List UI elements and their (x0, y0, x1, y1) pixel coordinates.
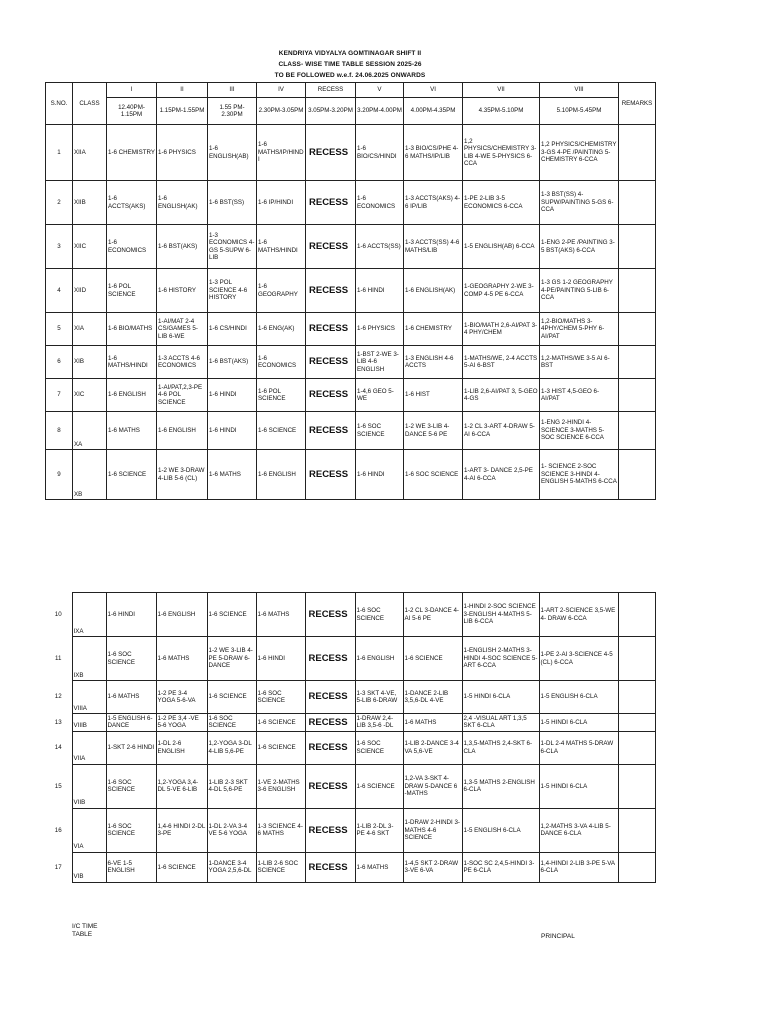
period-cell-p5: 1-6 SCIENCE (355, 764, 403, 808)
class-row (45, 731, 655, 764)
period-cell-p3: 1-6 MATHS (208, 450, 257, 500)
class-name: XIA (73, 313, 107, 346)
period-cell-p2: 1-DL 2-6 ENGLISH (156, 731, 207, 764)
period-cell-p5: 1-LIB 2-DL 3-PE 4-6 SKT (355, 808, 403, 852)
timetable-senior (45, 82, 656, 500)
period-cell-p1: 1-SKT 2-6 HINDI (106, 731, 156, 764)
period-cell-p6: 1-6 SCIENCE (403, 637, 462, 681)
remarks-cell (619, 346, 656, 379)
remarks-cell (619, 181, 656, 225)
class-name: XA (73, 412, 107, 450)
time-period-5: 3.20PM-4.00PM (356, 98, 404, 125)
serial-number: 9 (46, 450, 73, 500)
period-cell-p2: 1-6 ENGLISH(AK) (157, 181, 208, 225)
serial-number: 12 (45, 681, 72, 714)
class-name: XIID (73, 269, 107, 313)
period-cell-p6: 1-2 CL 3-DANCE 4-AI 5-6 PE (403, 593, 462, 637)
period-cell-p5: 1-3 SKT 4-VE, 5-LIB 6-DRAW (355, 681, 403, 714)
remarks-cell (619, 269, 656, 313)
period-cell-p7: 1-5 ENGLISH 6-CLA (462, 808, 539, 852)
period-cell-p3: 1-6 SCIENCE (207, 593, 256, 637)
period-cell-p2: 1-6 ENGLISH (157, 412, 208, 450)
period-cell-p2: 1-6 SCIENCE (156, 852, 207, 882)
recess-cell: RECESS (306, 181, 356, 225)
serial-number: 17 (45, 852, 72, 882)
serial-number: 13 (45, 714, 72, 732)
period-cell-p1: 1-6 BIO/MATHS (107, 313, 157, 346)
serial-number: 5 (46, 313, 73, 346)
period-cell-p5: 1-BST 2-WE 3-LIB 4-6 ENGLISH (356, 346, 404, 379)
col-period-7: VII (463, 83, 540, 98)
remarks-cell (618, 681, 655, 714)
recess-cell: RECESS (305, 681, 355, 714)
class-row (45, 808, 655, 852)
period-cell-p7: 1-5 ENGLISH(AB) 6-CCA (463, 225, 540, 269)
period-cell-p4: 1-6 SOC SCIENCE (256, 681, 305, 714)
col-recess: RECESS (306, 83, 356, 98)
period-cell-p8: 1-5 ENGLISH 6-CLA (539, 681, 618, 714)
period-cell-p6: 1-3 BIO/CS/PHE 4-6 MATHS/IP/LIB (404, 125, 463, 181)
period-cell-p2: 1-6 BST(AKS) (157, 225, 208, 269)
period-cell-p2: 1,4-6 HINDI 2-DL 3-PE (156, 808, 207, 852)
period-cell-p3: 1-6 SCIENCE (207, 681, 256, 714)
period-cell-p3: 1-6 SOC SCIENCE (207, 714, 256, 732)
remarks-cell (618, 852, 655, 882)
period-cell-p6: 1-DRAW 2-HINDI 3-MATHS 4-6 SCIENCE (403, 808, 462, 852)
remarks-cell (619, 412, 656, 450)
class-row (45, 637, 655, 681)
col-period-5: V (356, 83, 404, 98)
class-name: IXA (72, 593, 106, 637)
class-row (46, 379, 656, 412)
period-cell-p4: 1-6 ENGLISH (257, 450, 306, 500)
period-cell-p6: 1-3 ACCTS(SS) 4-6 MATHS/LIB (404, 225, 463, 269)
serial-number: 4 (46, 269, 73, 313)
col-sno: S.NO. (46, 83, 73, 125)
period-cell-p8: 1-3 BST(SS) 4-SUPW/PAINTING 5-GS 6-CCA (540, 181, 619, 225)
period-cell-p8: 1-ENG 2-PE /PAINTING 3-5 BST(AKS) 6-CCA (540, 225, 619, 269)
period-cell-p2: 1-AI/PAT,2,3-PE 4-6 POL SCIENCE (157, 379, 208, 412)
period-cell-p8: 1-PE 2-AI 3-SCIENCE 4-5 (CL) 6-CCA (539, 637, 618, 681)
period-cell-p1: 1-6 MATHS/HINDI (107, 346, 157, 379)
time-period-8: 5.10PM-5.45PM (540, 98, 619, 125)
remarks-cell (618, 637, 655, 681)
period-cell-p5: 1-6 HINDI (356, 450, 404, 500)
period-cell-p5: 1-DRAW 2,4-LIB 3,5-6 -DL (355, 714, 403, 732)
period-cell-p4: 1-6 SCIENCE (256, 731, 305, 764)
period-cell-p1: 1-5 ENGLISH 6-DANCE (106, 714, 156, 732)
period-cell-p2: 1,2-YOGA 3,4-DL 5-VE 6-LIB (156, 764, 207, 808)
time-period-4: 2.30PM-3.05PM (257, 98, 306, 125)
recess-cell: RECESS (306, 269, 356, 313)
period-cell-p8: 1,2-MATHS/WE 3-5 AI 6-BST (540, 346, 619, 379)
class-row (45, 593, 655, 637)
period-cell-p6: 1-3 ACCTS(AKS) 4-6 IP/LIB (404, 181, 463, 225)
period-cell-p5: 1-6 HINDI (356, 269, 404, 313)
period-cell-p3: 1-6 BST(AKS) (208, 346, 257, 379)
recess-cell: RECESS (305, 808, 355, 852)
class-row (45, 852, 655, 882)
col-remarks: REMARKS (619, 83, 656, 125)
class-name: IXB (72, 637, 106, 681)
school-title: KENDRIYA VIDYALYA GOMTINAGAR SHIFT II (278, 50, 422, 57)
class-name: XIC (73, 379, 107, 412)
period-cell-p4: 1-6 ECONOMICS (257, 346, 306, 379)
period-cell-p3: 1,2-YOGA 3-DL 4-LIB 5,6-PE (207, 731, 256, 764)
recess-cell: RECESS (306, 225, 356, 269)
period-cell-p6: 1-4,5 SKT 2-DRAW 3-VE 6-VA (403, 852, 462, 882)
col-class: CLASS (73, 83, 107, 125)
period-cell-p1: 1-6 ENGLISH (107, 379, 157, 412)
remarks-cell (619, 379, 656, 412)
col-period-2: II (157, 83, 208, 98)
period-cell-p3: 1-6 CS/HINDI (208, 313, 257, 346)
timetable-junior (45, 592, 656, 883)
serial-number: 14 (45, 731, 72, 764)
serial-number: 3 (46, 225, 73, 269)
period-cell-p2: 1-2 PE 3-4 YOGA 5-6-VA (156, 681, 207, 714)
period-cell-p5: 1-6 BIO/CS/HINDI (356, 125, 404, 181)
serial-number: 16 (45, 808, 72, 852)
recess-cell: RECESS (305, 637, 355, 681)
time-period-7: 4.35PM-5.10PM (463, 98, 540, 125)
class-row (46, 269, 656, 313)
period-cell-p6: 1-3 ENGLISH 4-6 ACCTS (404, 346, 463, 379)
class-row (46, 412, 656, 450)
class-row (46, 125, 656, 181)
period-cell-p3: 1-6 HINDI (208, 379, 257, 412)
period-cell-p3: 1-DL 2-VA 3-4 VE 5-6 YOGA (207, 808, 256, 852)
remarks-cell (618, 714, 655, 732)
class-row (45, 681, 655, 714)
period-cell-p7: 1-ENGLISH 2-MATHS 3-HINDI 4-SOC SCIENCE 5-ART 6-CCA (462, 637, 539, 681)
period-cell-p6: 1-LIB 2-DANCE 3-4 VA 5,6-VE (403, 731, 462, 764)
period-cell-p4: 1-6 IP/HINDI (257, 181, 306, 225)
recess-cell: RECESS (306, 412, 356, 450)
effective-date: TO BE FOLLOWED w.e.f. 24.06.2025 ONWARDS (274, 72, 426, 79)
period-cell-p1: 1-6 SOC SCIENCE (106, 764, 156, 808)
class-name: VIB (72, 852, 106, 882)
period-cell-p4: 1-6 MATHS/IP/HINDI (257, 125, 306, 181)
session-title: CLASS- WISE TIME TABLE SESSION 2025-26 (278, 61, 422, 68)
recess-cell: RECESS (305, 593, 355, 637)
class-name: VIIIA (72, 681, 106, 714)
period-cell-p8: 1-ENG 2-HINDI 4-SCIENCE 3-MATHS 5-SOC SCIENCE 6-CCA (540, 412, 619, 450)
period-cell-p7: 1-GEOGRAPHY 2-WE 3-COMP 4-5 PE 6-CCA (463, 269, 540, 313)
period-cell-p4: 1-6 SCIENCE (257, 412, 306, 450)
serial-number: 6 (46, 346, 73, 379)
period-cell-p4: 1-3 SCIENCE 4-6 MATHS (256, 808, 305, 852)
period-cell-p7: 1-BIO/MATH 2,6-AI/PAT 3-4 PHY/CHEM (463, 313, 540, 346)
class-name: XIIC (73, 225, 107, 269)
period-cell-p1: 6-VE 1-5 ENGLISH (106, 852, 156, 882)
period-cell-p2: 1-3 ACCTS 4-6 ECONOMICS (157, 346, 208, 379)
recess-cell: RECESS (305, 731, 355, 764)
class-row (45, 764, 655, 808)
serial-number: 8 (46, 412, 73, 450)
class-row (46, 346, 656, 379)
period-cell-p8: 1-ART 2-SCIENCE 3,5-WE 4- DRAW 6-CCA (539, 593, 618, 637)
period-cell-p5: 1-6 PHYSICS (356, 313, 404, 346)
period-cell-p6: 1-6 CHEMISTRY (404, 313, 463, 346)
serial-number: 2 (46, 181, 73, 225)
timing-row (46, 98, 656, 125)
period-cell-p4: 1-LIB 2-6 SOC SCIENCE (256, 852, 305, 882)
period-cell-p8: 1- SCIENCE 2-SOC SCIENCE 3-HINDI 4-ENGLISH 5-MATHS 6-CCA (540, 450, 619, 500)
time-period-2: 1.15PM-1.55PM (157, 98, 208, 125)
recess-cell: RECESS (306, 450, 356, 500)
time-recess: 3.05PM-3.20PM (306, 98, 356, 125)
period-cell-p8: 1,2 PHYSICS/CHEMISTRY 3-GS 4-PE /PAINTING 5-CHEMISTRY 6-CCA (540, 125, 619, 181)
period-cell-p1: 1-6 HINDI (106, 593, 156, 637)
period-cell-p3: 1-LIB 2-3 SKT 4-DL 5,6-PE (207, 764, 256, 808)
class-row (46, 225, 656, 269)
col-period-1: I (107, 83, 157, 98)
period-cell-p7: 1,3-5 MATHS 2-ENGLISH 6-CLA (462, 764, 539, 808)
period-cell-p8: 1-3 HIST 4,5-GEO 6-AI/PAT (540, 379, 619, 412)
period-cell-p8: 1-3 GS 1-2 GEOGRAPHY 4-PE/PAINTING 5-LIB 6-CCA (540, 269, 619, 313)
ic-timetable-line2: TABLE (72, 931, 93, 939)
period-cell-p4: 1-6 GEOGRAPHY (257, 269, 306, 313)
recess-cell: RECESS (306, 313, 356, 346)
period-cell-p2: 1-6 MATHS (156, 637, 207, 681)
period-cell-p7: 1-5 HINDI 6-CLA (462, 681, 539, 714)
period-header-row (46, 83, 656, 98)
col-period-3: III (208, 83, 257, 98)
period-cell-p7: 1-2 CL 3-ART 4-DRAW 5-AI 6-CCA (463, 412, 540, 450)
period-cell-p5: 1-6 SOC SCIENCE (355, 593, 403, 637)
time-period-1: 12.40PM-1.15PM (107, 98, 157, 125)
class-row (45, 714, 655, 732)
period-cell-p5: 1-6 ECONOMICS (356, 181, 404, 225)
period-cell-p6: 1-2 WE 3-LIB 4-DANCE 5-6 PE (404, 412, 463, 450)
class-name: VIA (72, 808, 106, 852)
period-cell-p7: 1-HINDI 2-SOC SCIENCE 3-ENGLISH 4-MATHS 5-LIB 6-CCA (462, 593, 539, 637)
period-cell-p6: 1,2-VA 3-SKT 4-DRAW 5-DANCE 6 -MATHS (403, 764, 462, 808)
period-cell-p5: 1-6 SOC SCIENCE (356, 412, 404, 450)
period-cell-p7: 1-MATHS/WE, 2-4 ACCTS 5-AI 6-BST (463, 346, 540, 379)
remarks-cell (618, 593, 655, 637)
period-cell-p7: 1-ART 3- DANCE 2,5-PE 4-AI 6-CCA (463, 450, 540, 500)
recess-cell: RECESS (306, 346, 356, 379)
period-cell-p8: 1,4-HINDI 2-LIB 3-PE 5-VA 6-CLA (539, 852, 618, 882)
period-cell-p8: 1,2-BIO/MATHS 3-4PHY/CHEM 5-PHY 6-AI/PAT (540, 313, 619, 346)
serial-number: 1 (46, 125, 73, 181)
col-period-6: VI (404, 83, 463, 98)
period-cell-p3: 1-3 ECONOMICS 4-GS 5-SUPW 6-LIB (208, 225, 257, 269)
period-cell-p5: 1-4,6 GEO 5-WE (356, 379, 404, 412)
class-name: XIIB (73, 181, 107, 225)
period-cell-p3: 1-2 WE 3-LIB 4- PE 5-DRAW 6-DANCE (207, 637, 256, 681)
period-cell-p1: 1-6 ACCTS(AKS) (107, 181, 157, 225)
period-cell-p3: 1-3 POL SCIENCE 4-6 HISTORY (208, 269, 257, 313)
class-row (46, 181, 656, 225)
period-cell-p1: 1-6 SOC SCIENCE (106, 637, 156, 681)
period-cell-p4: 1-VE 2-MATHS 3-6 ENGLISH (256, 764, 305, 808)
period-cell-p7: 1-LIB 2,6-AI/PAT 3, 5-GEO 4-GS (463, 379, 540, 412)
period-cell-p7: 1-SOC SC 2,4,5-HINDI 3-PE 6-CLA (462, 852, 539, 882)
remarks-cell (619, 125, 656, 181)
class-name: XIB (73, 346, 107, 379)
period-cell-p6: 1-6 HIST (404, 379, 463, 412)
period-cell-p4: 1-6 MATHS (256, 593, 305, 637)
class-name: VIIB (72, 764, 106, 808)
period-cell-p1: 1-6 SOC SCIENCE (106, 808, 156, 852)
period-cell-p1: 1-6 POL SCIENCE (107, 269, 157, 313)
period-cell-p2: 1-6 ENGLISH (156, 593, 207, 637)
period-cell-p6: 1-DANCE 2-LIB 3,5,6-DL 4-VE (403, 681, 462, 714)
period-cell-p8: 1-5 HINDI 6-CLA (539, 764, 618, 808)
class-name: XB (73, 450, 107, 500)
period-cell-p3: 1-DANCE 3-4 YOGA 2,5,6-DL (207, 852, 256, 882)
footer-left (72, 923, 98, 939)
serial-number: 10 (45, 593, 72, 637)
period-cell-p7: 2,4 -VISUAL ART 1,3,5 SKT 6-CLA (462, 714, 539, 732)
period-cell-p5: 1-6 SOC SCIENCE (355, 731, 403, 764)
period-cell-p2: 1-6 HISTORY (157, 269, 208, 313)
period-cell-p7: 1-PE 2-LIB 3-5 ECONOMICS 6-CCA (463, 181, 540, 225)
period-cell-p4: 1-6 POL SCIENCE (257, 379, 306, 412)
class-row (46, 313, 656, 346)
col-period-8: VIII (540, 83, 619, 98)
remarks-cell (619, 313, 656, 346)
time-period-6: 4.00PM-4.35PM (404, 98, 463, 125)
period-cell-p7: 1,2 PHYSICS/CHEMISTRY 3-LIB 4-WE 5-PHYSICS 6-CCA (463, 125, 540, 181)
principal-signature-label: PRINCIPAL (541, 933, 575, 940)
period-cell-p2: 1-2 PE 3,4 -VE 5-6 YOGA (156, 714, 207, 732)
period-cell-p4: 1-6 HINDI (256, 637, 305, 681)
period-cell-p2: 1-AI/MAT 2-4 CS/GAMES 5-LIB 6-WE (157, 313, 208, 346)
period-cell-p1: 1-6 MATHS (106, 681, 156, 714)
serial-number: 15 (45, 764, 72, 808)
remarks-cell (619, 450, 656, 500)
period-cell-p8: 1,2-MATHS 3-VA 4-LIB 5-DANCE 6-CLA (539, 808, 618, 852)
recess-cell: RECESS (305, 714, 355, 732)
remarks-cell (618, 764, 655, 808)
period-cell-p6: 1-6 ENGLISH(AK) (404, 269, 463, 313)
class-name: XIIA (73, 125, 107, 181)
class-row (46, 450, 656, 500)
period-cell-p5: 1-6 ACCTS(SS) (356, 225, 404, 269)
period-cell-p8: 1-DL 2-4 MATHS 5-DRAW 6-CLA (539, 731, 618, 764)
period-cell-p7: 1,3,5-MATHS 2,4-SKT 6-CLA (462, 731, 539, 764)
recess-cell: RECESS (306, 379, 356, 412)
period-cell-p1: 1-6 ECONOMICS (107, 225, 157, 269)
remarks-cell (618, 808, 655, 852)
period-cell-p3: 1-6 BST(SS) (208, 181, 257, 225)
period-cell-p4: 1-6 SCIENCE (256, 714, 305, 732)
period-cell-p4: 1-6 ENG(AK) (257, 313, 306, 346)
period-cell-p1: 1-6 MATHS (107, 412, 157, 450)
col-period-4: IV (257, 83, 306, 98)
time-period-3: 1.55 PM-2.30PM (208, 98, 257, 125)
period-cell-p1: 1-6 SCIENCE (107, 450, 157, 500)
period-cell-p8: 1-5 HINDI 6-CLA (539, 714, 618, 732)
period-cell-p5: 1-6 MATHS (355, 852, 403, 882)
period-cell-p6: 1-6 MATHS (403, 714, 462, 732)
class-name: VIIIB (72, 714, 106, 732)
serial-number: 11 (45, 637, 72, 681)
recess-cell: RECESS (305, 852, 355, 882)
serial-number: 7 (46, 379, 73, 412)
period-cell-p5: 1-6 ENGLISH (355, 637, 403, 681)
ic-timetable-line1: I/C TIME (72, 923, 98, 930)
period-cell-p1: 1-6 CHEMISTRY (107, 125, 157, 181)
period-cell-p4: 1-6 MATHS/HINDI (257, 225, 306, 269)
recess-cell: RECESS (306, 125, 356, 181)
period-cell-p2: 1-2 WE 3-DRAW 4-LIB 5-6 (CL) (157, 450, 208, 500)
period-cell-p3: 1-6 HINDI (208, 412, 257, 450)
period-cell-p2: 1-6 PHYSICS (157, 125, 208, 181)
period-cell-p3: 1-6 ENGLISH(AB) (208, 125, 257, 181)
period-cell-p6: 1-6 SOC SCIENCE (404, 450, 463, 500)
remarks-cell (618, 731, 655, 764)
remarks-cell (619, 225, 656, 269)
class-name: VIIA (72, 731, 106, 764)
recess-cell: RECESS (305, 764, 355, 808)
